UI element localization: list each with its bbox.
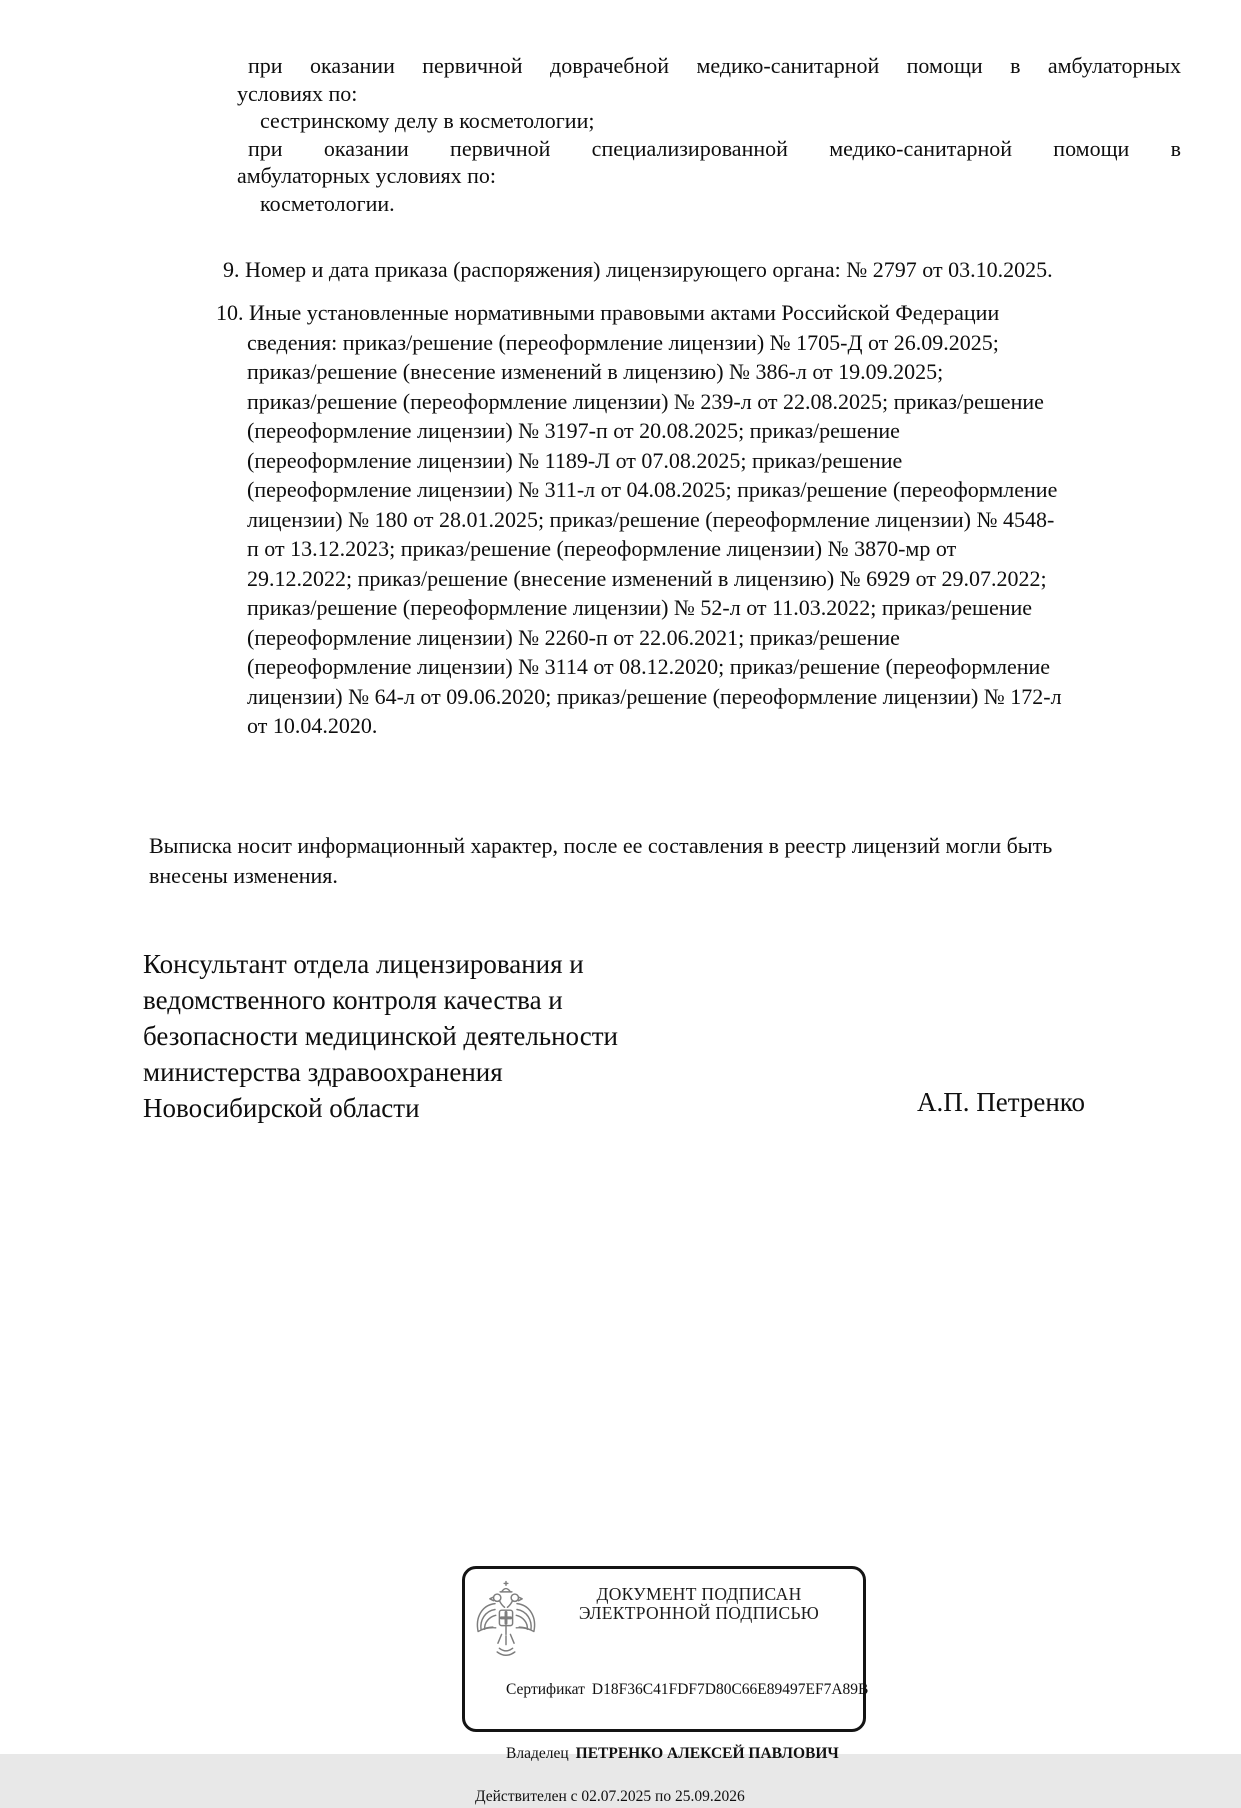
roszdravnadzor-emblem-icon <box>473 1578 539 1660</box>
note-line: внесены изменения. <box>149 863 338 888</box>
certificate-value: D18F36C41FDF7D80C66E89497EF7A89B <box>591 1680 869 1698</box>
signer-position-line: ведомственного контроля качества и <box>143 985 563 1015</box>
order-info-line: сведения: приказ/решение (переоформление лицензии) № 1705-Д от 26.09.2025; <box>247 329 999 355</box>
stamp-certificate-line <box>475 1657 868 1722</box>
stamp-details <box>475 1657 868 1808</box>
order-info-line: п от 13.12.2023; приказ/решение (переоформление лицензии) № 3870-мр от <box>247 536 957 561</box>
order-info-line: приказ/решение (переоформление лицензии) № 52-л от 11.03.2022; приказ/решение <box>247 595 1033 620</box>
order-info-line: приказ/решение (переоформление лицензии) № 239-л от 22.08.2025; приказ/решение <box>247 388 1044 414</box>
order-info-line: (переоформление лицензии) № 1189-Л от 07.08.2025; приказ/решение <box>247 447 903 473</box>
stamp-title <box>551 1585 847 1623</box>
signer-position <box>143 946 618 1126</box>
note-line: Выписка носит информационный характер, после ее составления в реестр лицензий могли быть <box>149 833 1053 858</box>
signer-name: А.П. Петренко <box>917 1087 1086 1117</box>
intro-line: сестринскому делу в косметологии; <box>260 108 595 133</box>
stamp-owner-line <box>475 1722 868 1787</box>
order-info-line: лицензии) № 64-л от 09.06.2020; приказ/решение (переоформление лицензии) № 172-л <box>247 683 1062 709</box>
intro-line: амбулаторных условиях по: <box>237 163 497 188</box>
informational-note <box>149 831 1052 891</box>
stamp-title-line: ДОКУМЕНТ ПОДПИСАН <box>596 1584 802 1604</box>
signer-position-line: Консультант отдела лицензирования и <box>143 949 584 979</box>
electronic-signature-stamp <box>462 1566 869 1805</box>
order-info-line: 29.12.2022; приказ/решение (внесение изменений в лицензию) № 6929 от 29.07.2022; <box>247 565 1047 591</box>
order-info-line: лицензии) № 180 от 28.01.2025; приказ/решение (переоформление лицензии) № 4548- <box>247 506 1055 532</box>
item-9-order-number: 9. Номер и дата приказа (распоряжения) лицензирующего органа: № 2797 от 03.10.2025. <box>223 257 1053 282</box>
intro-line: условиях по: <box>237 80 358 106</box>
intro-line: при оказании первичной доврачебной медико-санитарной помощи в амбулаторных <box>248 53 1181 78</box>
order-info-line: (переоформление лицензии) № 3197-п от 20.08.2025; приказ/решение <box>247 418 900 443</box>
intro-line: косметологии. <box>260 190 395 216</box>
item-10-other-orders <box>216 298 1191 741</box>
signer-position-line: безопасности медицинской деятельности <box>143 1021 618 1051</box>
order-info-line: 10. Иные установленные нормативными правовыми актами Российской Федерации <box>216 300 1000 325</box>
certificate-label: Сертификат <box>506 1680 585 1698</box>
order-info-line: от 10.04.2020. <box>247 713 378 738</box>
intro-line: при оказании первичной специализированной медико-санитарной помощи в <box>248 135 1181 161</box>
order-info-line: (переоформление лицензии) № 3114 от 08.12.2020; приказ/решение (переоформление <box>247 654 1051 679</box>
stamp-validity-line: Действителен с 02.07.2025 по 25.09.2026 <box>475 1788 745 1805</box>
owner-value: ПЕТРЕНКО АЛЕКСЕЙ ПАВЛОВИЧ <box>575 1745 839 1762</box>
owner-label: Владелец <box>506 1745 569 1762</box>
stamp-title-line: ЭЛЕКТРОННОЙ ПОДПИСЬЮ <box>578 1603 820 1623</box>
services-paragraph <box>237 52 1181 217</box>
signer-position-line: министерства здравоохранения <box>143 1057 503 1087</box>
signer-position-line: Новосибирской области <box>143 1093 420 1123</box>
order-info-line: (переоформление лицензии) № 311-л от 04.08.2025; приказ/решение (переоформление <box>247 477 1058 502</box>
order-info-line: (переоформление лицензии) № 2260-п от 22.06.2021; приказ/решение <box>247 624 900 650</box>
order-info-line: приказ/решение (внесение изменений в лицензию) № 386-л от 19.09.2025; <box>247 359 944 384</box>
